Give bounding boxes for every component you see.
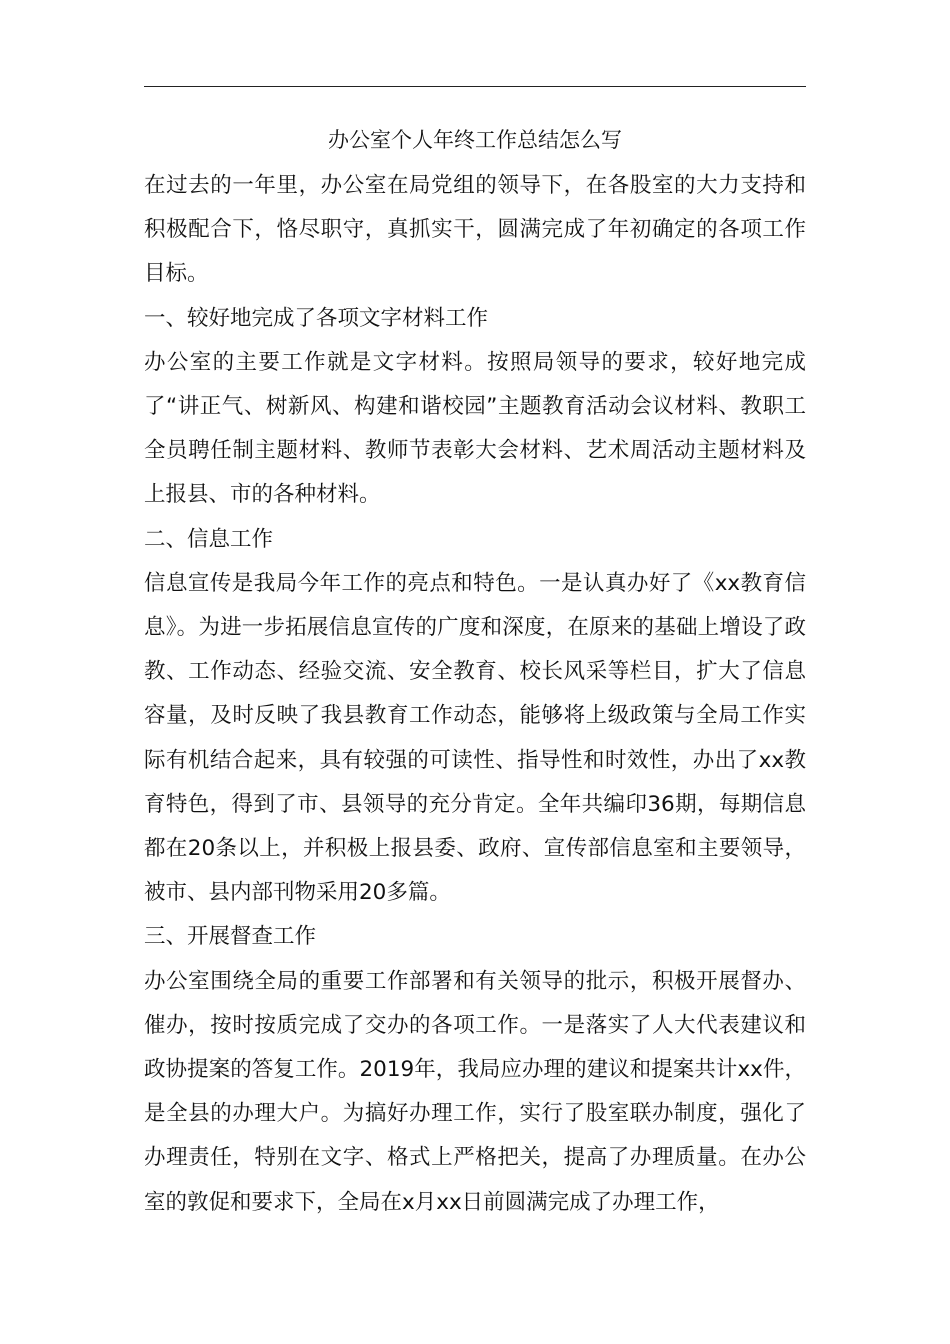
section-heading-writing: 一、较好地完成了各项文字材料工作 bbox=[144, 305, 489, 331]
header-rule bbox=[144, 86, 806, 87]
supervision-paragraph: 办公室围绕全局的重要工作部署和有关领导的批示，积极开展督办、催办，按时按质完成了交办的各项工作。一是落实了人大代表建议和政协提案的答复工作。2019年，我局应办理的建议和提案共计xx件，是全县的办理大户。为搞好办理工作，实行了股室联办制度，强化了办理责任，特别在文字、格式上严格把关，提高了办理质量。在办公室的敦促和要求下，全局在x月xx日前圆满完成了办理工作， bbox=[144, 968, 806, 1215]
document-title: 办公室个人年终工作总结怎么写 bbox=[328, 128, 622, 152]
information-paragraph: 信息宣传是我局今年工作的亮点和特色。一是认真办好了《xx教育信息》。为进一步拓展信息宣传的广度和深度，在原来的基础上增设了政教、工作动态、经验交流、安全教育、校长风采等栏目，扩大了信息容量，及时反映了我县教育工作动态，能够将上级政策与全局工作实际有机结合起来，具有较强的可读性、指导性和时效性，办出了xx教育特色，得到了市、县领导的充分肯定。全年共编印36期，每期信息都在20条以上，并积极上报县委、政府、宣传部信息室和主要领导，被市、县内部刊物采用20多篇。 bbox=[144, 570, 806, 906]
section-heading-information: 二、信息工作 bbox=[144, 526, 274, 552]
section-heading-supervision: 三、开展督查工作 bbox=[144, 924, 317, 950]
intro-paragraph: 在过去的一年里，办公室在局党组的领导下，在各股室的大力支持和积极配合下，恪尽职守，真抓实干，圆满完成了年初确定的各项工作目标。 bbox=[144, 173, 806, 287]
writing-paragraph: 办公室的主要工作就是文字材料。按照局领导的要求，较好地完成了“讲正气、树新风、构建和谐校园”主题教育活动会议材料、教职工全员聘任制主题材料、教师节表彰大会材料、艺术周活动主题材料及上报县、市的各种材料。 bbox=[144, 349, 806, 508]
document-body bbox=[144, 164, 806, 1225]
